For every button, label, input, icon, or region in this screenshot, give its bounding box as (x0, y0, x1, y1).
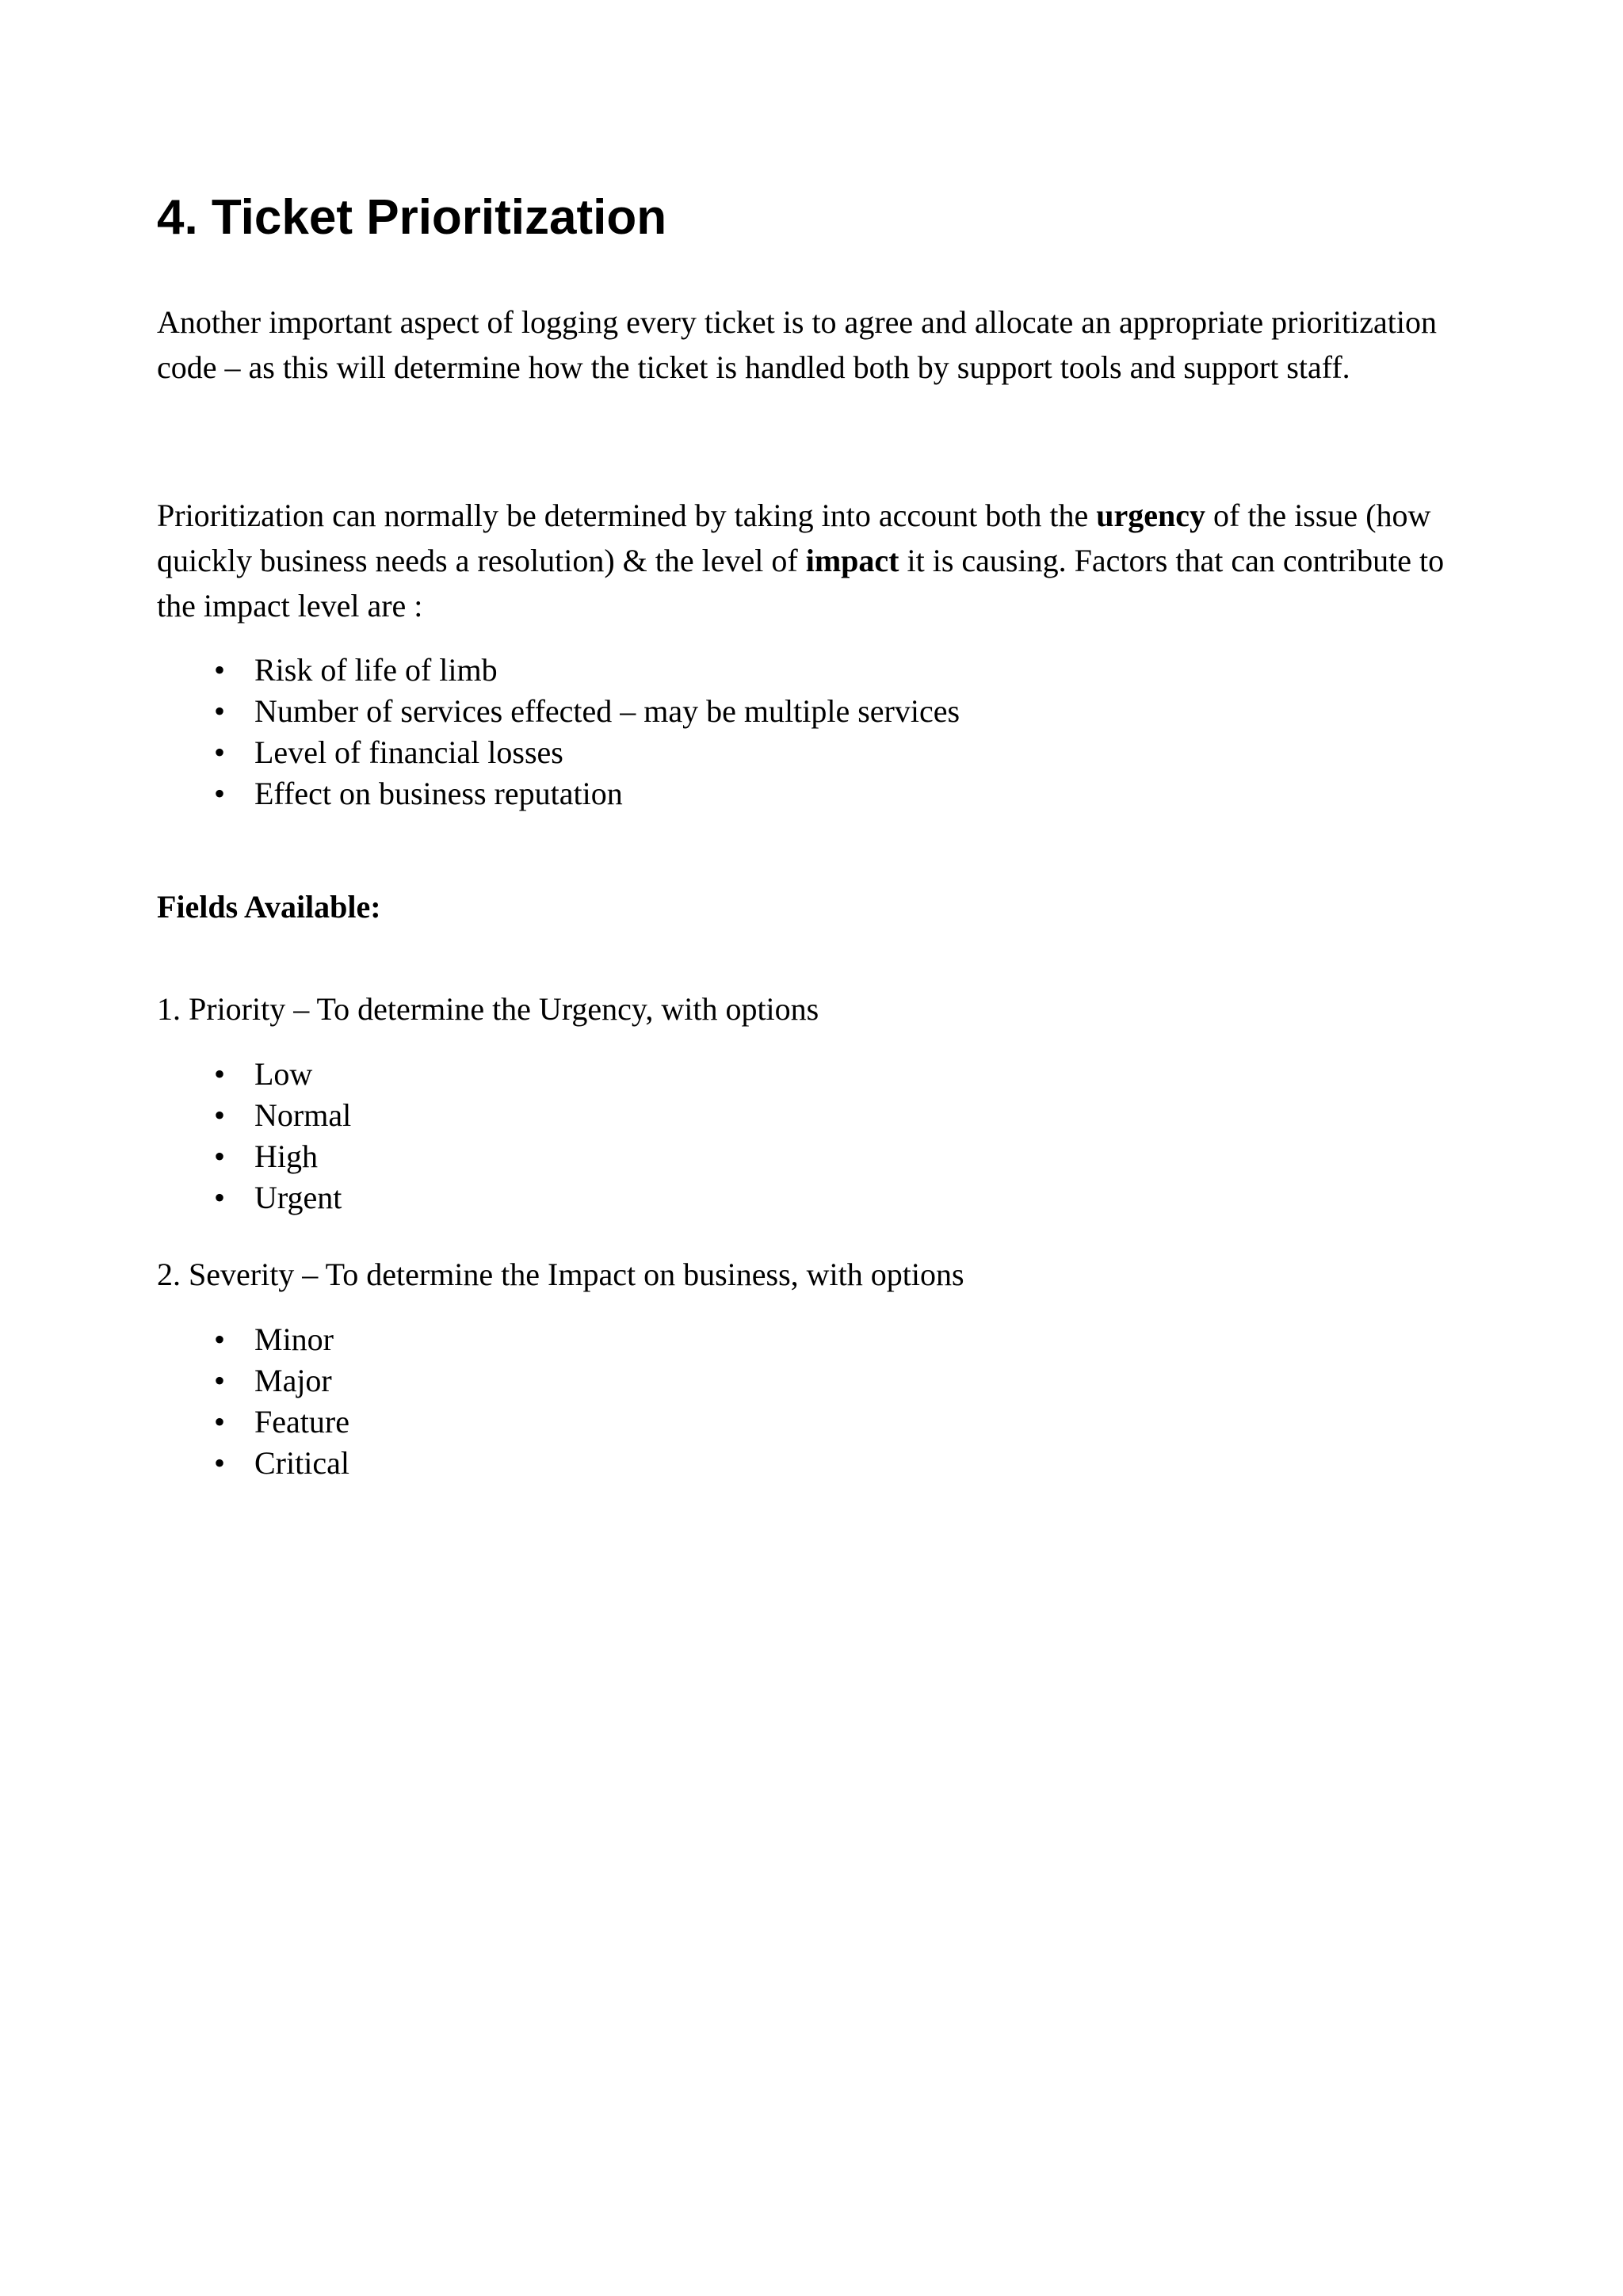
bullet-icon: • (214, 1056, 226, 1092)
list-item-text: Urgent (254, 1180, 342, 1215)
bullet-icon: • (214, 1097, 226, 1133)
list-item (157, 691, 960, 732)
bullet-icon: • (214, 734, 226, 770)
paragraph-text: it is causing. Factors that can contribute to the impact level are : (157, 543, 1445, 624)
list-item (157, 1054, 351, 1095)
fields-heading: Fields Available: (157, 889, 381, 925)
list-item-text: Minor (254, 1322, 334, 1357)
priority-options-list (157, 1054, 351, 1219)
list-item (157, 732, 960, 773)
list-item (157, 1177, 351, 1219)
list-item-text: Major (254, 1363, 332, 1398)
intro-paragraph: Another important aspect of logging every ticket is to agree and allocate an appropriate prioritization code – as this will determine how the ticket is handled both by support tools and support staff. (157, 304, 1437, 385)
list-item (157, 1443, 349, 1484)
severity-field-label: 2. Severity – To determine the Impact on business, with options (157, 1257, 964, 1292)
list-item-text: Feature (254, 1404, 349, 1440)
impact-emphasis: impact (805, 543, 899, 578)
paragraph-text: Prioritization can normally be determined by taking into account both the (157, 498, 1097, 533)
list-item-text: Number of services effected – may be multiple services (254, 693, 960, 729)
bullet-icon: • (214, 1138, 226, 1174)
list-item-text: Critical (254, 1445, 349, 1481)
list-item (157, 1136, 351, 1177)
list-item-text: Risk of life of limb (254, 652, 498, 688)
bullet-icon: • (214, 693, 226, 729)
bullet-icon: • (214, 1363, 226, 1398)
list-item (157, 1360, 349, 1402)
bullet-icon: • (214, 1180, 226, 1215)
list-item (157, 1319, 349, 1360)
page-title: 4. Ticket Prioritization (157, 190, 667, 245)
list-item (157, 773, 960, 814)
list-item (157, 1095, 351, 1136)
list-item-text: Normal (254, 1097, 352, 1133)
priority-field-label: 1. Priority – To determine the Urgency, with options (157, 991, 819, 1027)
list-item-text: Low (254, 1056, 313, 1092)
list-item-text: Level of financial losses (254, 734, 563, 770)
bullet-icon: • (214, 652, 226, 688)
impact-factors-list (157, 650, 960, 814)
list-item (157, 1402, 349, 1443)
list-item-text: Effect on business reputation (254, 776, 623, 811)
bullet-icon: • (214, 1445, 226, 1481)
list-item (157, 650, 960, 691)
paragraph-text: of the issue (how quickly business needs a resolution) & the level of (157, 498, 1431, 578)
prioritization-paragraph (157, 493, 1472, 628)
bullet-icon: • (214, 1322, 226, 1357)
bullet-icon: • (214, 776, 226, 811)
list-item-text: High (254, 1138, 318, 1174)
urgency-emphasis: urgency (1096, 498, 1205, 533)
bullet-icon: • (214, 1404, 226, 1440)
severity-options-list (157, 1319, 349, 1484)
